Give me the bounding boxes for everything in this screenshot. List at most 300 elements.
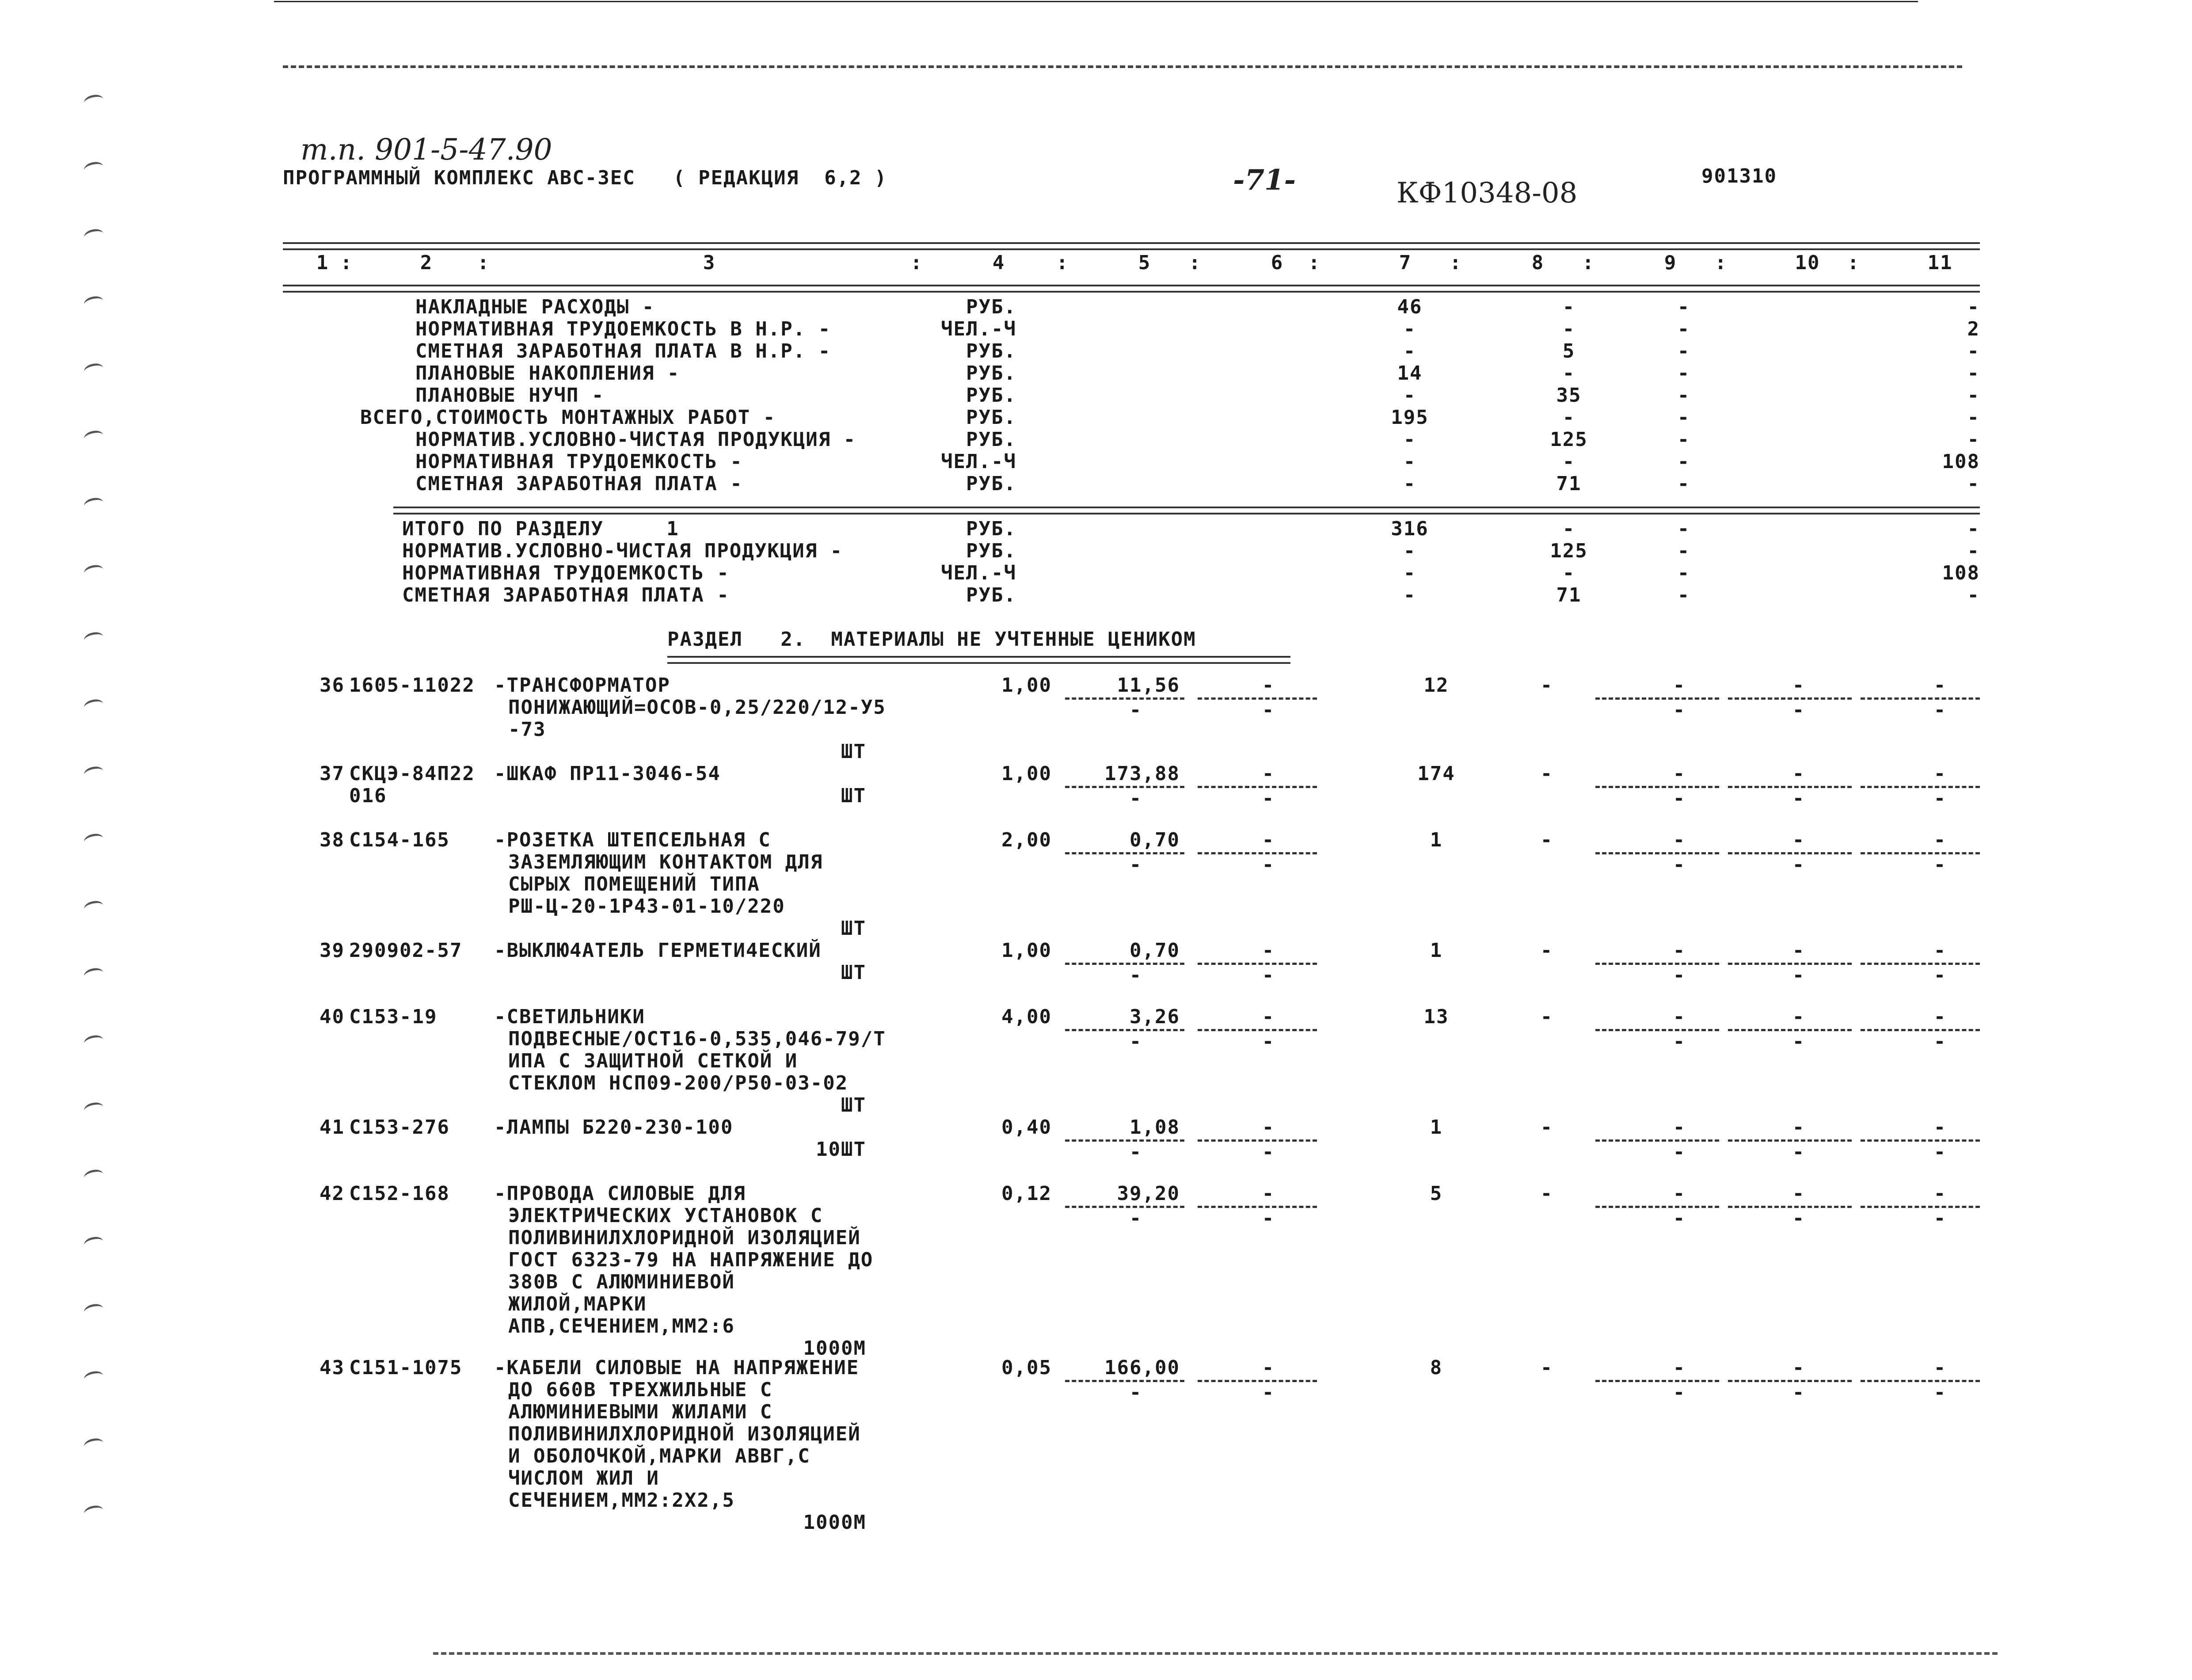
item-description-line: ПОЛИВИНИЛХЛОРИДНОЙ ИЗОЛЯЦИЕЙ	[508, 1423, 861, 1445]
row-col11: -	[1967, 584, 1980, 606]
item-quantity: 2,00	[1001, 829, 1052, 851]
section2-title-underline	[667, 656, 1290, 664]
row-unit: ЧЕЛ.-Ч	[941, 562, 1016, 584]
column-header-3: 3	[703, 251, 716, 274]
row-col9: -	[1677, 428, 1690, 451]
item-col11: -	[1933, 1182, 1947, 1205]
sub-dash-col6: -	[1262, 1381, 1275, 1404]
row-col9: -	[1677, 296, 1690, 318]
item-col7: 1	[1430, 939, 1443, 962]
sub-dash-col11: -	[1933, 1141, 1947, 1163]
item-col9: -	[1673, 1116, 1686, 1139]
item-code: С154-165	[349, 829, 450, 851]
row-unit: РУБ.	[966, 296, 1016, 318]
row-col8: -	[1562, 562, 1576, 584]
item-col6: -	[1262, 939, 1275, 962]
row-unit: РУБ.	[966, 540, 1016, 562]
row-label: ВСЕГО,СТОИМОСТЬ МОНТАЖНЫХ РАБОТ -	[360, 406, 776, 429]
row-label: СМЕТНАЯ ЗАРАБОТНАЯ ПЛАТА -	[415, 472, 743, 495]
item-description-line: СЕЧЕНИЕМ,ММ2:2Х2,5	[508, 1489, 735, 1512]
sub-dash-col10: -	[1792, 1381, 1805, 1404]
row-col9: -	[1677, 340, 1690, 362]
row-col8: 125	[1550, 428, 1588, 451]
column-header-9: 9	[1664, 251, 1677, 274]
column-separator: :	[910, 251, 923, 274]
item-col9: -	[1673, 1356, 1686, 1379]
item-unit: ШТ	[841, 961, 866, 984]
row-unit: РУБ.	[966, 384, 1016, 407]
item-unit: ШТ	[841, 785, 866, 807]
item-col9: -	[1673, 1182, 1686, 1205]
item-price: 1,08	[1130, 1116, 1180, 1139]
item-code: 290902-57	[349, 939, 463, 962]
row-col11: -	[1967, 540, 1980, 562]
sub-dash-col10: -	[1792, 964, 1805, 987]
perforation-arc	[83, 1504, 105, 1520]
row-unit: ЧЕЛ.-Ч	[941, 450, 1016, 473]
row-label: ПЛАНОВЫЕ НАКОПЛЕНИЯ -	[415, 362, 680, 385]
item-price: 3,26	[1130, 1006, 1180, 1028]
row-col7: -	[1403, 340, 1416, 362]
section2-title: РАЗДЕЛ 2. МАТЕРИАЛЫ НЕ УЧТЕННЫЕ ЦЕНИКОМ	[667, 628, 1196, 651]
col11-underline	[1861, 1206, 1980, 1208]
perforation-arc	[83, 1437, 105, 1453]
sub-dash-col10: -	[1792, 1030, 1805, 1053]
row-col7: 316	[1391, 518, 1429, 540]
item-description-line: ПОНИЖАЮЩИЙ=ОСОВ-0,25/220/12-У5	[508, 696, 886, 719]
item-col9: -	[1673, 829, 1686, 851]
row-col7: -	[1403, 318, 1416, 340]
item-unit: 1000М	[803, 1511, 866, 1534]
row-label: НОРМАТИВНАЯ ТРУДОЕМКОСТЬ В Н.Р. -	[415, 318, 831, 340]
perforation-arc	[83, 832, 105, 848]
row-col9: -	[1677, 540, 1690, 562]
column-separator: :	[1308, 251, 1321, 274]
item-col7: 5	[1430, 1182, 1443, 1205]
item-description-line: АЛЮМИНИЕВЫМИ ЖИЛАМИ С	[508, 1401, 773, 1423]
row-col8: -	[1562, 296, 1576, 318]
item-col6: -	[1262, 1182, 1275, 1205]
sub-dash-price: -	[1129, 787, 1142, 810]
item-description-line: ИПА С ЗАЩИТНОЙ СЕТКОЙ И	[508, 1050, 798, 1072]
row-col11: 108	[1942, 562, 1980, 584]
item-code: СКЦЭ-84П22	[349, 762, 475, 785]
column-header-5: 5	[1138, 251, 1151, 274]
col11-underline	[1861, 1380, 1980, 1382]
col11-underline	[1861, 1029, 1980, 1031]
row-col11: -	[1967, 428, 1980, 451]
item-price: 0,70	[1130, 829, 1180, 851]
item-col11: -	[1933, 1116, 1947, 1139]
program-title: ПРОГРАММНЫЙ КОМПЛЕКС АВС-3ЕС ( РЕДАКЦИЯ 6,2 )	[283, 167, 887, 189]
row-col8: 125	[1550, 540, 1588, 562]
item-price: 173,88	[1104, 762, 1180, 785]
item-col6: -	[1262, 1006, 1275, 1028]
item-description-line: ГОСТ 6323-79 НА НАПРЯЖЕНИЕ ДО	[508, 1249, 874, 1271]
sub-dash-col6: -	[1262, 1141, 1275, 1163]
item-col6: -	[1262, 674, 1275, 697]
item-description-line: ЗАЗЕМЛЯЮЩИМ КОНТАКТОМ ДЛЯ	[508, 851, 823, 873]
item-col7: 13	[1423, 1006, 1449, 1028]
perforation-arc	[83, 228, 105, 244]
perforation-arc	[83, 496, 105, 512]
item-col10: -	[1792, 1356, 1805, 1379]
perforation-arc	[83, 967, 105, 983]
row-col7: -	[1403, 428, 1416, 451]
item-description-line: -СВЕТИЛЬНИКИ	[494, 1006, 645, 1028]
column-header-2: 2	[420, 251, 433, 274]
item-quantity: 4,00	[1001, 1006, 1052, 1028]
sub-dash-col6: -	[1262, 787, 1275, 810]
item-description-line: 380В С АЛЮМИНИЕВОЙ	[508, 1271, 735, 1293]
column-header-1: 1	[316, 251, 329, 274]
perforation-arc	[83, 1370, 105, 1386]
item-description-line: ПОЛИВИНИЛХЛОРИДНОЙ ИЗОЛЯЦИЕЙ	[508, 1227, 861, 1249]
top-perforation-dashes	[283, 65, 1962, 68]
perforation-arc	[83, 899, 105, 915]
row-col8: 35	[1556, 384, 1582, 407]
item-code: 1605-11022	[349, 674, 475, 697]
row-unit: РУБ.	[966, 428, 1016, 451]
row-col9: -	[1677, 450, 1690, 473]
perforation-arc	[83, 564, 105, 579]
sub-dash-col10: -	[1792, 1141, 1805, 1163]
sub-dash-col9: -	[1673, 853, 1686, 876]
row-col8: -	[1562, 518, 1576, 540]
item-col10: -	[1792, 1182, 1805, 1205]
sub-dash-col9: -	[1673, 787, 1686, 810]
perforation-arc	[83, 1235, 105, 1251]
item-number: 41	[320, 1116, 345, 1139]
row-col7: -	[1403, 584, 1416, 606]
item-col8: -	[1540, 1116, 1553, 1139]
row-col9: -	[1677, 562, 1690, 584]
item-description-line: ЧИСЛОМ ЖИЛ И	[508, 1467, 659, 1490]
perforation-arc	[83, 93, 105, 109]
item-quantity: 0,12	[1001, 1182, 1052, 1205]
item-description-line: СЫРЫХ ПОМЕЩЕНИЙ ТИПА	[508, 873, 760, 895]
perforation-arc	[83, 765, 105, 781]
sub-dash-col9: -	[1673, 1030, 1686, 1053]
item-quantity: 1,00	[1001, 939, 1052, 962]
sub-dash-price: -	[1129, 964, 1142, 987]
row-unit: РУБ.	[966, 584, 1016, 606]
item-col11: -	[1933, 762, 1947, 785]
row-col9: -	[1677, 362, 1690, 385]
item-price: 39,20	[1117, 1182, 1180, 1205]
document-code: КФ10348-08	[1397, 177, 1578, 210]
row-col7: 195	[1391, 406, 1429, 429]
perforation-arc	[83, 1303, 105, 1318]
row-col7: -	[1403, 562, 1416, 584]
row-label: СМЕТНАЯ ЗАРАБОТНАЯ ПЛАТА В Н.Р. -	[415, 340, 831, 362]
page-number: -71-	[1233, 164, 1296, 197]
item-number: 43	[320, 1356, 345, 1379]
column-header-4: 4	[992, 251, 1005, 274]
column-separator: :	[1847, 251, 1860, 274]
item-col11: -	[1933, 1356, 1947, 1379]
sub-dash-col11: -	[1933, 1030, 1947, 1053]
item-description-line: -КАБЕЛИ СИЛОВЫЕ НА НАПРЯЖЕНИЕ	[494, 1356, 860, 1379]
row-unit: РУБ.	[966, 472, 1016, 495]
item-col8: -	[1540, 1006, 1553, 1028]
item-col8: -	[1540, 762, 1553, 785]
item-col8: -	[1540, 939, 1553, 962]
column-separator: :	[1056, 251, 1069, 274]
item-description-line: ДО 660В ТРЕХЖИЛЬНЫЕ С	[508, 1379, 773, 1401]
row-col8: 71	[1556, 584, 1582, 606]
row-col7: 46	[1397, 296, 1423, 318]
item-col8: -	[1540, 674, 1553, 697]
item-number: 38	[320, 829, 345, 851]
item-col10: -	[1792, 829, 1805, 851]
item-price: 0,70	[1130, 939, 1180, 962]
item-price: 166,00	[1104, 1356, 1180, 1379]
item-col9: -	[1673, 939, 1686, 962]
row-col8: 5	[1562, 340, 1576, 362]
item-col8: -	[1540, 1182, 1553, 1205]
col9-underline	[1595, 963, 1719, 965]
row-col8: -	[1562, 406, 1576, 429]
row-col8: -	[1562, 362, 1576, 385]
col11-underline	[1861, 697, 1980, 700]
sub-dash-col11: -	[1933, 853, 1947, 876]
item-number: 36	[320, 674, 345, 697]
column-header-10: 10	[1795, 251, 1820, 274]
sub-dash-col11: -	[1933, 1381, 1947, 1404]
item-unit: 1000М	[803, 1337, 866, 1360]
perforation-arc	[83, 1034, 105, 1050]
item-code: С153-19	[349, 1006, 438, 1028]
item-code-suffix: 016	[349, 785, 387, 807]
column-separator: :	[1189, 251, 1202, 274]
item-col10: -	[1792, 1116, 1805, 1139]
sub-dash-col11: -	[1933, 1207, 1947, 1230]
perforation-arc	[83, 160, 105, 176]
col9-underline	[1595, 1139, 1719, 1142]
item-col11: -	[1933, 1006, 1947, 1028]
row-col11: -	[1967, 384, 1980, 407]
item-code: С152-168	[349, 1182, 450, 1205]
col9-underline	[1595, 786, 1719, 788]
item-description-line: -ШКАФ ПР11-3046-54	[494, 762, 721, 785]
col11-underline	[1861, 963, 1980, 965]
sub-dash-price: -	[1129, 1030, 1142, 1053]
row-col9: -	[1677, 384, 1690, 407]
sub-dash-col10: -	[1792, 853, 1805, 876]
sub-dash-col6: -	[1262, 964, 1275, 987]
item-quantity: 1,00	[1001, 674, 1052, 697]
col9-underline	[1595, 1206, 1719, 1208]
sub-dash-price: -	[1129, 1207, 1142, 1230]
handwritten-reference: т.п. 901-5-47.90	[301, 133, 552, 167]
sub-dash-col6: -	[1262, 1030, 1275, 1053]
item-description-line: РШ-Ц-20-1Р43-01-10/220	[508, 895, 785, 918]
bottom-perforation-dashes	[433, 1652, 1998, 1655]
code-number: 901310	[1701, 165, 1777, 187]
top-border	[274, 1, 1918, 2]
item-col9: -	[1673, 762, 1686, 785]
perforation-arc	[83, 1101, 105, 1117]
item-col8: -	[1540, 829, 1553, 851]
item-quantity: 1,00	[1001, 762, 1052, 785]
col11-underline	[1861, 1139, 1980, 1142]
row-label: НАКЛАДНЫЕ РАСХОДЫ -	[415, 296, 655, 318]
row-col7: 14	[1397, 362, 1423, 385]
row-unit: РУБ.	[966, 340, 1016, 362]
column-header-7: 7	[1399, 251, 1412, 274]
item-col9: -	[1673, 674, 1686, 697]
item-col7: 12	[1423, 674, 1449, 697]
sub-dash-price: -	[1129, 699, 1142, 721]
perforation-arc	[83, 362, 105, 378]
column-header-11: 11	[1927, 251, 1953, 274]
row-col7: -	[1403, 450, 1416, 473]
sub-dash-col6: -	[1262, 853, 1275, 876]
row-col8: -	[1562, 318, 1576, 340]
item-number: 39	[320, 939, 345, 962]
column-separator: :	[1582, 251, 1595, 274]
section1-separator	[393, 507, 1980, 514]
row-col9: -	[1677, 318, 1690, 340]
row-label: ПЛАНОВЫЕ НУЧП -	[415, 384, 605, 407]
row-label: НОРМАТИВ.УСЛОВНО-ЧИСТАЯ ПРОДУКЦИЯ -	[402, 540, 843, 562]
row-col8: 71	[1556, 472, 1582, 495]
sub-dash-col6: -	[1262, 699, 1275, 721]
sub-dash-price: -	[1129, 1141, 1142, 1163]
item-number: 42	[320, 1182, 345, 1205]
sub-dash-col9: -	[1673, 1141, 1686, 1163]
item-description-line: -ЛАМПЫ Б220-230-100	[494, 1116, 734, 1139]
sub-dash-price: -	[1129, 1381, 1142, 1404]
col11-underline	[1861, 786, 1980, 788]
item-col10: -	[1792, 762, 1805, 785]
row-col11: -	[1967, 340, 1980, 362]
item-unit: ШТ	[841, 1094, 866, 1116]
row-col11: -	[1967, 472, 1980, 495]
sub-dash-col10: -	[1792, 787, 1805, 810]
item-quantity: 0,05	[1001, 1356, 1052, 1379]
item-quantity: 0,40	[1001, 1116, 1052, 1139]
perforation-arc	[83, 429, 105, 445]
row-col7: -	[1403, 540, 1416, 562]
sub-dash-col10: -	[1792, 699, 1805, 721]
row-col11: 108	[1942, 450, 1980, 473]
sub-dash-col9: -	[1673, 699, 1686, 721]
item-col10: -	[1792, 674, 1805, 697]
item-col11: -	[1933, 939, 1947, 962]
perforation-arc	[83, 1168, 105, 1184]
perforation-arc	[83, 631, 105, 647]
item-description-line: ПОДВЕСНЫЕ/ОСТ16-0,535,046-79/Т	[508, 1028, 886, 1050]
row-col7: -	[1403, 384, 1416, 407]
row-col9: -	[1677, 584, 1690, 606]
perforation-arc	[83, 698, 105, 714]
item-number: 40	[320, 1006, 345, 1028]
item-col7: 174	[1417, 762, 1455, 785]
sub-dash-col9: -	[1673, 1207, 1686, 1230]
row-label: ИТОГО ПО РАЗДЕЛУ 1	[402, 518, 679, 540]
item-col7: 8	[1430, 1356, 1443, 1379]
item-col8: -	[1540, 1356, 1553, 1379]
item-col6: -	[1262, 829, 1275, 851]
column-header-6: 6	[1271, 251, 1284, 274]
item-col9: -	[1673, 1006, 1686, 1028]
col9-underline	[1595, 1380, 1719, 1382]
sub-dash-col9: -	[1673, 1381, 1686, 1404]
row-unit: РУБ.	[966, 362, 1016, 385]
item-description-line: -ТРАНСФОРМАТОР	[494, 674, 670, 697]
item-col10: -	[1792, 939, 1805, 962]
sub-dash-col9: -	[1673, 964, 1686, 987]
item-unit: ШТ	[841, 917, 866, 940]
perforation-arc	[83, 295, 105, 311]
column-header-bottom-rule	[283, 285, 1980, 293]
column-separator: :	[340, 251, 353, 274]
col9-underline	[1595, 697, 1719, 700]
row-label: НОРМАТИВНАЯ ТРУДОЕМКОСТЬ -	[402, 562, 730, 584]
item-col11: -	[1933, 829, 1947, 851]
row-unit: ЧЕЛ.-Ч	[941, 318, 1016, 340]
item-price: 11,56	[1117, 674, 1180, 697]
col11-underline	[1861, 852, 1980, 854]
sub-dash-col11: -	[1933, 787, 1947, 810]
item-description-line: ЖИЛОЙ,МАРКИ	[508, 1293, 647, 1315]
sub-dash-price: -	[1129, 853, 1142, 876]
item-description-line: СТЕКЛОМ НСП09-200/Р50-03-02	[508, 1072, 849, 1094]
item-col6: -	[1262, 762, 1275, 785]
item-unit: ШТ	[841, 740, 866, 763]
row-label: НОРМАТИВНАЯ ТРУДОЕМКОСТЬ -	[415, 450, 743, 473]
row-col8: -	[1562, 450, 1576, 473]
column-separator: :	[1450, 251, 1462, 274]
item-col7: 1	[1430, 829, 1443, 851]
item-number: 37	[320, 762, 345, 785]
item-unit: 10ШТ	[816, 1138, 866, 1161]
item-col6: -	[1262, 1356, 1275, 1379]
item-code: С151-1075	[349, 1356, 463, 1379]
item-col11: -	[1933, 674, 1947, 697]
row-label: НОРМАТИВ.УСЛОВНО-ЧИСТАЯ ПРОДУКЦИЯ -	[415, 428, 856, 451]
item-description-line: АПВ,СЕЧЕНИЕМ,ММ2:6	[508, 1315, 735, 1337]
item-description-line: -ПРОВОДА СИЛОВЫЕ ДЛЯ	[494, 1182, 746, 1205]
row-col11: -	[1967, 362, 1980, 385]
column-separator: :	[1715, 251, 1728, 274]
item-description-line: -РОЗЕТКА ШТЕПСЕЛЬНАЯ С	[494, 829, 771, 851]
row-unit: РУБ.	[966, 518, 1016, 540]
row-unit: РУБ.	[966, 406, 1016, 429]
item-code: С153-276	[349, 1116, 450, 1139]
item-col6: -	[1262, 1116, 1275, 1139]
row-col7: -	[1403, 472, 1416, 495]
column-header-8: 8	[1531, 251, 1545, 274]
sub-dash-col11: -	[1933, 964, 1947, 987]
item-description-line: И ОБОЛОЧКОЙ,МАРКИ АВВГ,С	[508, 1445, 811, 1467]
column-header-top-rule	[283, 242, 1980, 250]
row-col9: -	[1677, 518, 1690, 540]
item-col10: -	[1792, 1006, 1805, 1028]
row-col11: -	[1967, 518, 1980, 540]
column-separator: :	[477, 251, 490, 274]
sub-dash-col10: -	[1792, 1207, 1805, 1230]
row-col9: -	[1677, 472, 1690, 495]
item-description-line: -ВЫКЛЮ4АТЕЛЬ ГЕРМЕТИ4ЕСКИЙ	[494, 939, 822, 962]
item-description-line: ЭЛЕКТРИЧЕСКИХ УСТАНОВОК С	[508, 1204, 823, 1227]
item-col7: 1	[1430, 1116, 1443, 1139]
row-col11: -	[1967, 406, 1980, 429]
row-col11: -	[1967, 296, 1980, 318]
col9-underline	[1595, 852, 1719, 854]
